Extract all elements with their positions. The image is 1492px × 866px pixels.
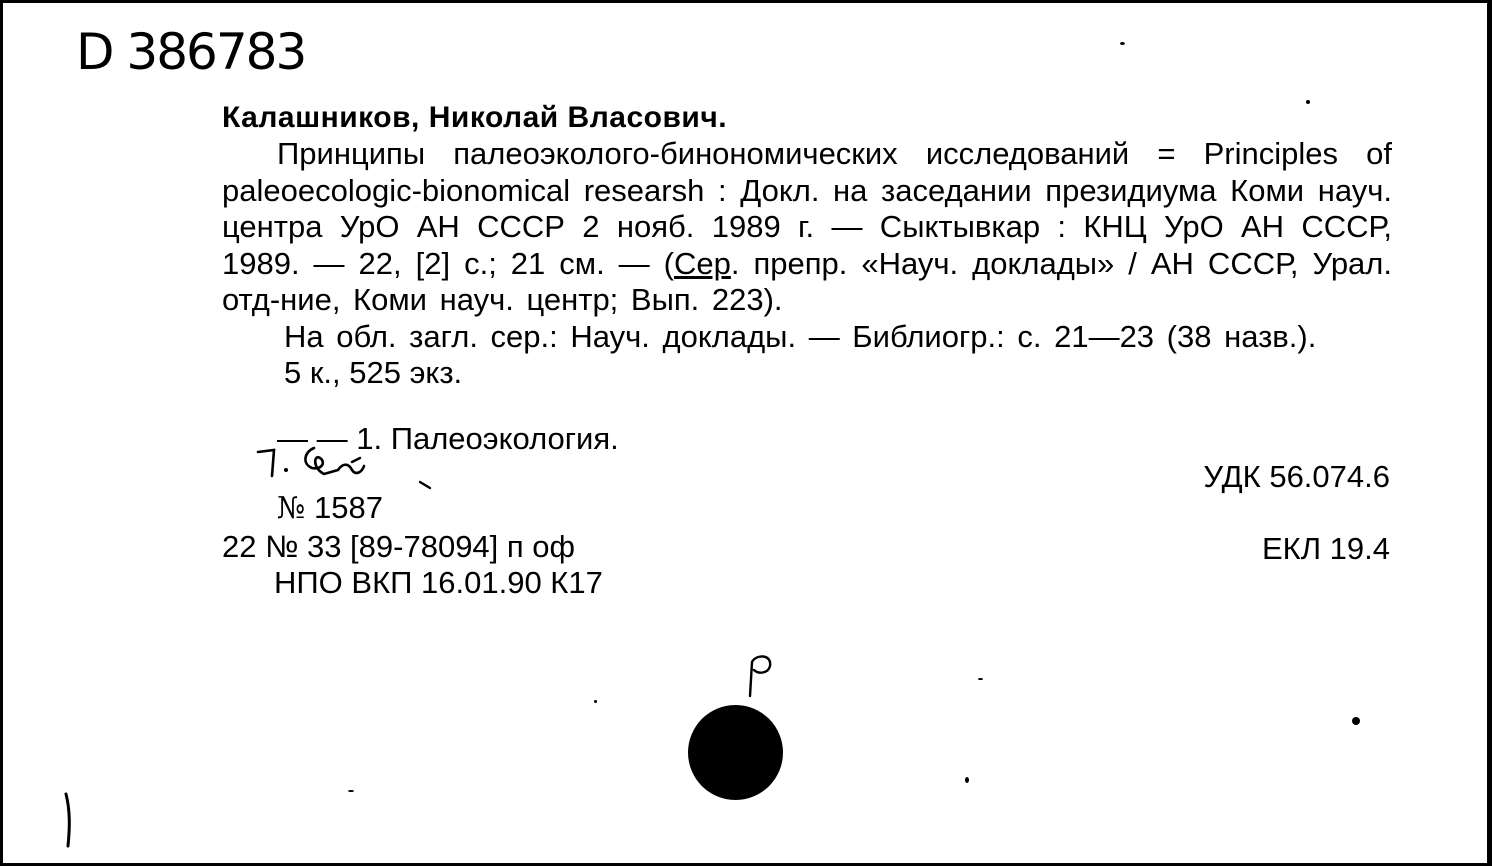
speck xyxy=(348,790,354,792)
speck xyxy=(978,678,983,680)
author-heading: Калашников, Николай Власович. xyxy=(222,101,728,134)
speck xyxy=(594,700,597,703)
udc-code: УДК 56.074.6 xyxy=(1203,459,1390,494)
printing-info-line-2: НПО ВКП 16.01.90 К17 xyxy=(274,565,603,600)
notes: На обл. загл. сер.: Науч. доклады. — Библиогр.: с. 21—23 (38 назв.). xyxy=(284,318,1317,354)
price-copies: 5 к., 525 экз. xyxy=(284,355,463,390)
description-part-1: Принципы палеоэколого-бинономических исследований = Principles of paleoecologic-bionomical researsh : Докл. на заседании президиума Коми науч. центра УрО АН СССР 2 нояб. 1989 г. — Сыктывкар : КНЦ УрО АН СССР, 1989. — 22, [2] с.; 21 см. — ( xyxy=(222,136,1392,281)
pencil-stroke-icon xyxy=(58,790,88,850)
subject-heading: — — 1. Палеоэкология. xyxy=(277,421,619,456)
printing-info-line-1: 22 № 33 [89-78094] п оф xyxy=(222,529,576,564)
speck xyxy=(1120,42,1125,45)
speck xyxy=(965,777,969,783)
inventory-mark: № xyxy=(277,491,306,526)
title-description xyxy=(222,136,1392,319)
card-left-edge xyxy=(0,0,3,866)
speck xyxy=(1306,100,1310,104)
inventory-number xyxy=(277,490,383,526)
bibliographic-record xyxy=(222,100,1392,392)
ekl-code: ЕКЛ 19.4 xyxy=(1261,531,1390,566)
inventory-number-value: 1587 xyxy=(314,490,383,525)
speck xyxy=(1352,717,1360,725)
call-number: D 386783 xyxy=(76,23,306,81)
series-abbreviation: Сер xyxy=(673,245,731,281)
punch-hole xyxy=(688,705,783,800)
description-part-2: . препр. «Науч. доклады» / АН СССР, Урал. отд-ние, Коми науч. центр; Вып. 223). xyxy=(222,245,1392,317)
pencil-p-mark-icon xyxy=(742,650,782,700)
